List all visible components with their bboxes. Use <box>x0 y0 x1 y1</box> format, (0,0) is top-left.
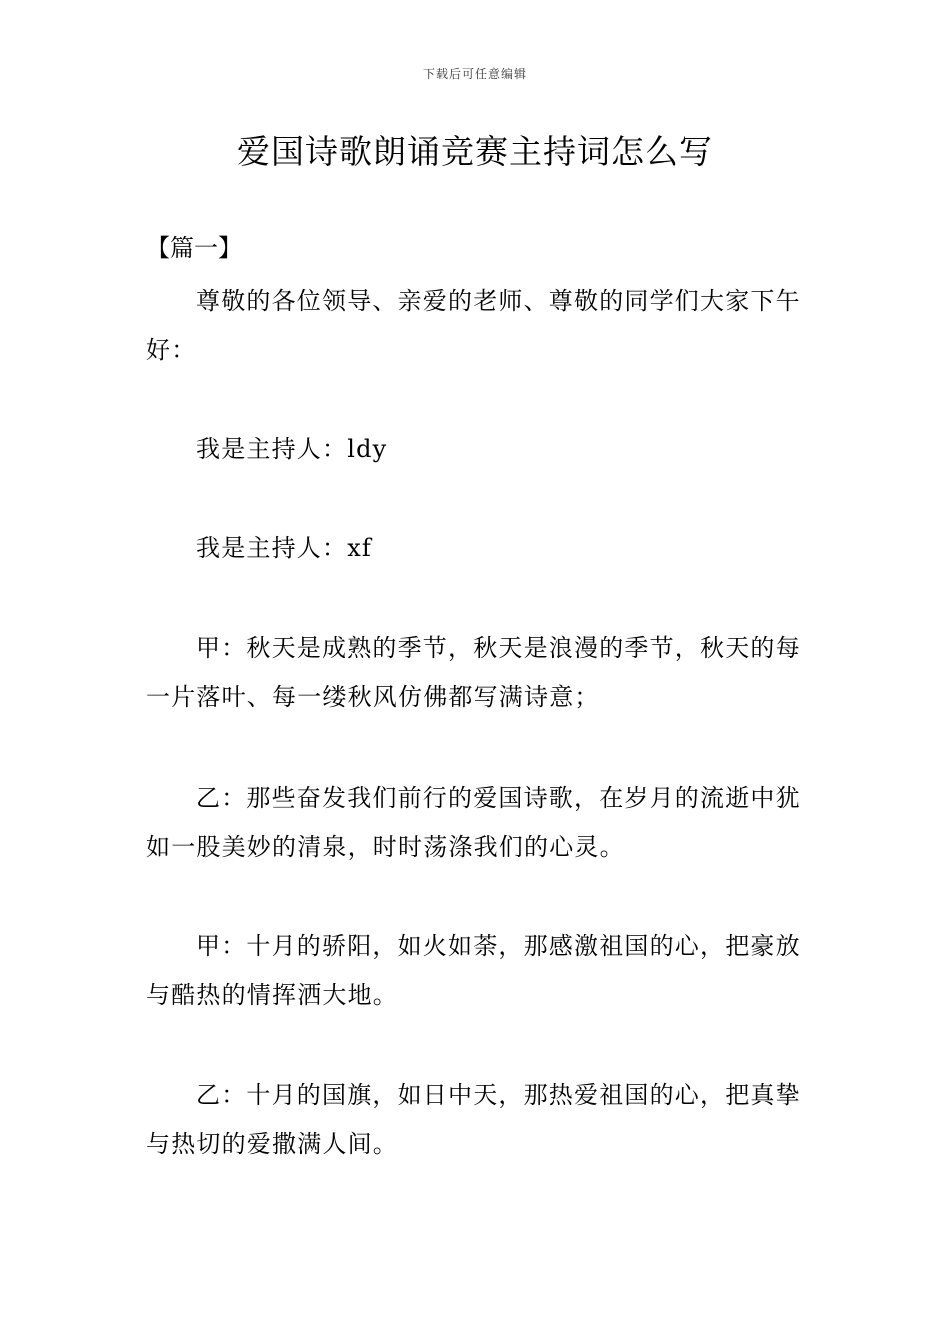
paragraph-yi-2: 乙：十月的国旗，如日中天，那热爱祖国的心，把真挚与热切的爱撒满人间。 <box>146 1081 801 1158</box>
paragraph-host-2: 我是主持人：xf <box>196 534 373 562</box>
paragraph-yi-1: 乙：那些奋发我们前行的爱国诗歌，在岁月的流逝中犹如一股美妙的清泉，时时荡涤我们的心灵。 <box>146 784 801 861</box>
paragraph-host-1: 我是主持人：ldy <box>196 435 388 463</box>
paragraph-jia-2: 甲：十月的骄阳，如火如荼，那感激祖国的心，把豪放与酷热的情挥洒大地。 <box>146 932 801 1009</box>
header-note: 下载后可任意编辑 <box>422 67 527 81</box>
paragraph-jia-1: 甲：秋天是成熟的季节，秋天是浪漫的季节，秋天的每一片落叶、每一缕秋风仿佛都写满诗意； <box>146 634 801 711</box>
page-title: 爱国诗歌朗诵竞赛主持词怎么写 <box>237 132 713 171</box>
section-label: 【篇一】 <box>146 234 242 262</box>
paragraph-greeting: 尊敬的各位领导、亲爱的老师、尊敬的同学们大家下午好： <box>146 287 801 364</box>
